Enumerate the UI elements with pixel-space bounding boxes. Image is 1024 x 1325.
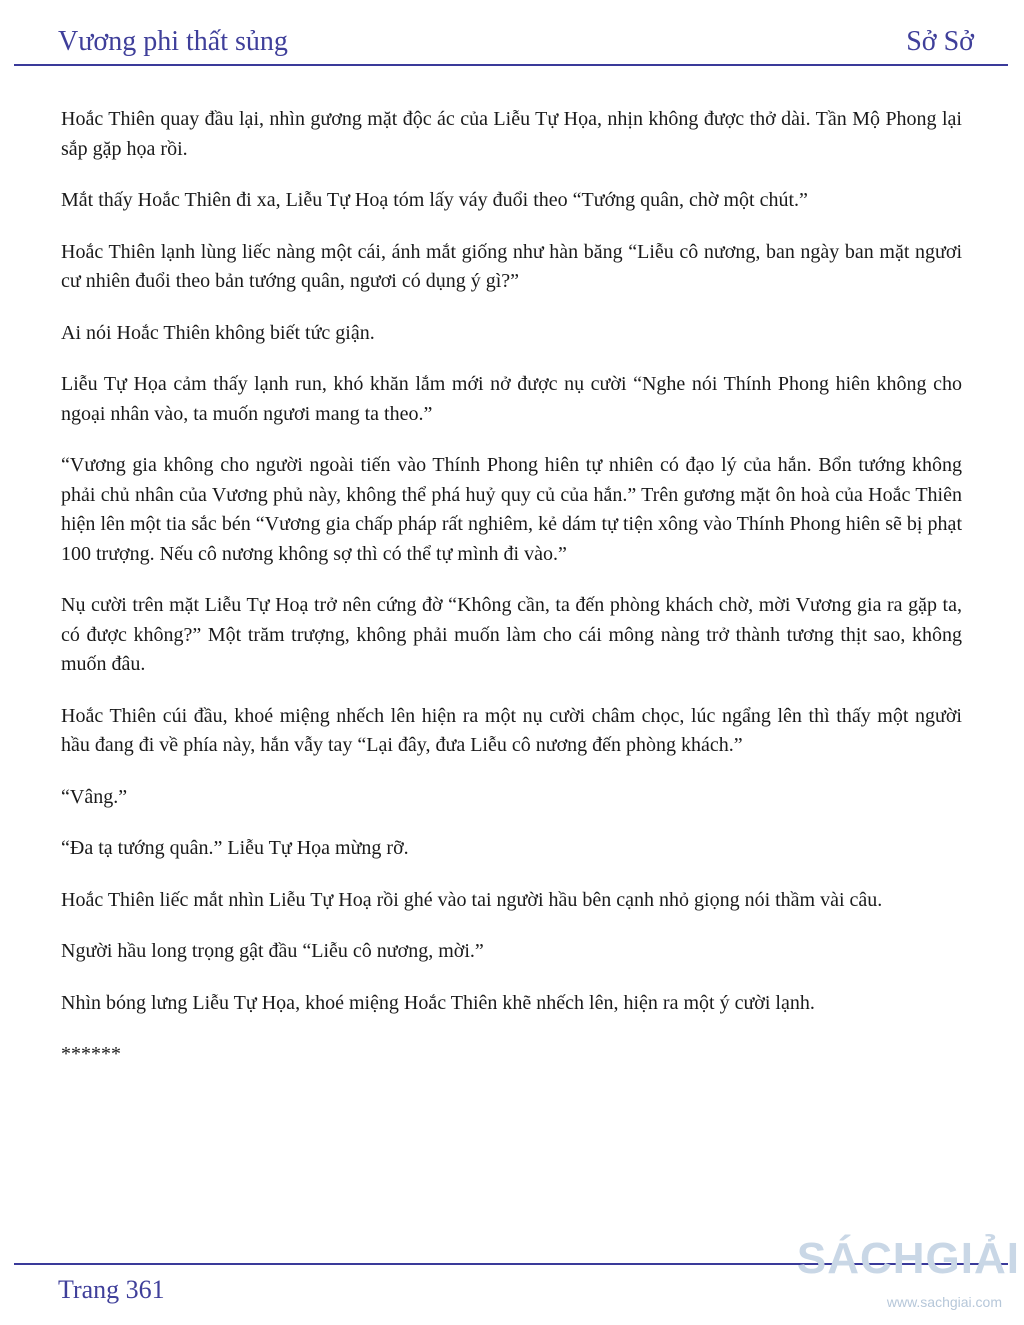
paragraph: Nụ cười trên mặt Liễu Tự Hoạ trở nên cứng đờ “Không cần, ta đến phòng khách chờ, mời Vương gia ra gặp ta, có được không?” Một trăm trượng, không phải muốn làm cho cái mông nàng trở thành tương thịt sao, không muốn đâu. [61, 594, 962, 675]
page-header [58, 26, 974, 64]
book-title: Vương phi thất sủng [58, 26, 288, 57]
paragraph: Hoắc Thiên liếc mắt nhìn Liễu Tự Hoạ rồi ghé vào tai người hầu bên cạnh nhỏ giọng nói thầm vài câu. [61, 888, 883, 911]
watermark [796, 1222, 1020, 1317]
author-name: Sở Sở [906, 26, 974, 57]
paragraph: Hoắc Thiên lạnh lùng liếc nàng một cái, ánh mắt giống như hàn băng “Liễu cô nương, ban ngày ban mặt ngươi cư nhiên đuổi theo bản tướng quân, ngươi có dụng ý gì?” [61, 240, 962, 292]
paragraph: Người hầu long trọng gật đầu “Liễu cô nương, mời.” [61, 940, 484, 962]
paragraph: Hoắc Thiên cúi đầu, khoé miệng nhếch lên hiện ra một nụ cười châm chọc, lúc ngẩng lên thì thấy một người hầu đang đi về phía này, hắn vẫy tay “Lại đây, đưa Liễu cô nương đến phòng khách.” [61, 704, 962, 756]
paragraph: Hoắc Thiên quay đầu lại, nhìn gương mặt độc ác của Liễu Tự Họa, nhịn không được thở dài. Tần Mộ Phong lại sắp gặp họa rồi. [61, 108, 962, 160]
paragraph: Ai nói Hoắc Thiên không biết tức giận. [61, 321, 375, 344]
paragraph: “Vương gia không cho người ngoài tiến vào Thính Phong hiên tự nhiên có đạo lý của hắn. Bổn tướng không phải chủ nhân của Vương phủ này, không thể phá huỷ quy củ của hắn.” Trên gương mặt ôn hoà của Hoắc Thiên hiện lên một tia sắc bén “Vương gia chấp pháp rất nghiêm, kẻ dám tự tiện xông vào Thính Phong hiên sẽ bị phạt 100 trượng. Nếu cô nương không sợ thì có thể tự mình đi vào.” [61, 454, 962, 565]
page-number: Trang 361 [58, 1275, 165, 1304]
watermark-url: www.sachgiai.com [886, 1294, 1002, 1310]
section-break: ****** [61, 1043, 121, 1065]
paragraph: “Vâng.” [61, 785, 128, 808]
paragraph: “Đa tạ tướng quân.” Liễu Tự Họa mừng rỡ. [61, 837, 409, 859]
paragraph: Liễu Tự Họa cảm thấy lạnh run, khó khăn lắm mới nở được nụ cười “Nghe nói Thính Phong hiên không cho ngoại nhân vào, ta muốn ngươi mang ta theo.” [61, 373, 962, 425]
page-body [61, 105, 962, 1092]
watermark-logo: SÁCHGIẢI [796, 1234, 1020, 1283]
paragraph: Mắt thấy Hoắc Thiên đi xa, Liễu Tự Hoạ tóm lấy váy đuổi theo “Tướng quân, chờ một chút.” [61, 189, 808, 211]
header-divider [14, 64, 1008, 66]
paragraph: Nhìn bóng lưng Liễu Tự Họa, khoé miệng Hoắc Thiên khẽ nhếch lên, hiện ra một ý cười lạnh. [61, 991, 815, 1014]
